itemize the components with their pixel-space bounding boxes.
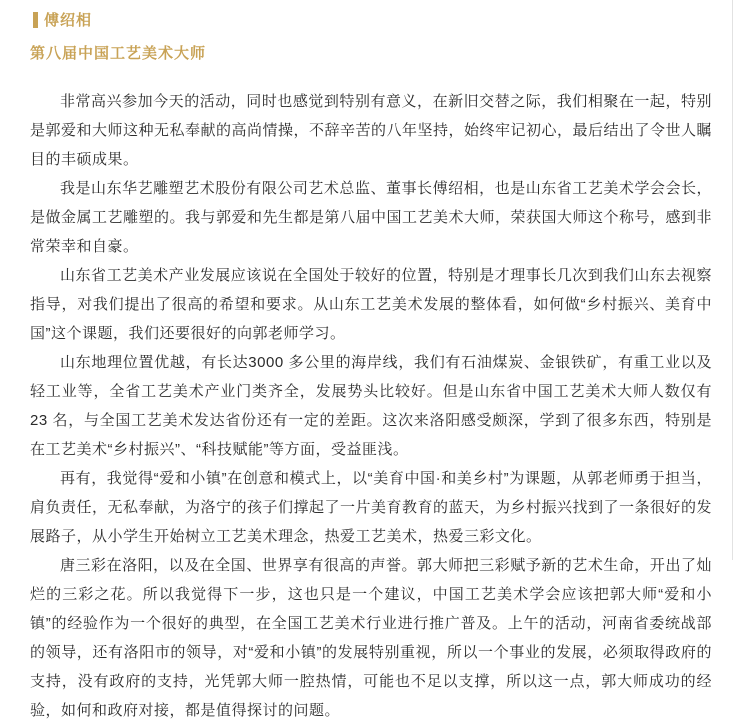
article-header bbox=[33, 9, 712, 30]
title-accent-bar-icon bbox=[33, 12, 38, 28]
page-title: 傅绍相 bbox=[44, 12, 93, 29]
paragraph: 唐三彩在洛阳，以及在全国、世界享有很高的声誉。郭大师把三彩赋予新的艺术生命，开出了灿烂的三彩之花。所以我觉得下一步，这也只是一个建议，中国工艺美术学会应该把郭大师“爱和小镇”的经验作为一个很好的典型，在全国工艺美术行业进行推广普及。上午的活动，河南省委统战部的领导，还有洛阳市的领导，对“爱和小镇”的发展特别重视，所以一个事业的发展，必须取得政府的支持，没有政府的支持，光凭郭大师一腔热情，可能也不足以支撑，所以这一点，郭大师成功的经验，如何和政府对接，都是值得探讨的问题。 bbox=[30, 557, 712, 719]
page-subtitle: 第八届中国工艺美术大师 bbox=[30, 45, 207, 62]
paragraph: 我是山东华艺雕塑艺术股份有限公司艺术总监、董事长傅绍相，也是山东省工艺美术学会会长，是做金属工艺雕塑的。我与郭爱和先生都是第八届中国工艺美术大师，荣获国大师这个称号，感到非常荣幸和自豪。 bbox=[30, 180, 713, 255]
paragraph: 再有，我觉得“爱和小镇”在创意和模式上，以“美育中国·和美乡村”为课题，从郭老师勇于担当，肩负责任，无私奉献，为洛宁的孩子们撑起了一片美育教育的蓝天，为乡村振兴找到了一条很好的发展路子，从小学生开始树立工艺美术理念，热爱工艺美术，热爱三彩文化。 bbox=[30, 470, 713, 545]
panel-edge-divider bbox=[732, 0, 733, 560]
paragraph: 山东地理位置优越，有长达3000 多公里的海岸线，我们有石油煤炭、金银铁矿，有重工业以及轻工业等，全省工艺美术产业门类齐全，发展势头比较好。但是山东省中国工艺美术大师人数仅有23 名，与全国工艺美术发达省份还有一定的差距。这次来洛阳感受颇深，学到了很多东西，特别是在工艺美术“乡村振兴”、“科技赋能”等方面，受益匪浅。 bbox=[30, 354, 712, 458]
paragraph: 非常高兴参加今天的活动，同时也感觉到特别有意义，在新旧交替之际，我们相聚在一起，特别是郭爱和大师这种无私奉献的高尚情操，不辞辛苦的八年坚持，始终牢记初心，最后结出了令世人瞩目的丰硕成果。 bbox=[30, 93, 713, 168]
paragraph: 山东省工艺美术产业发展应该说在全国处于较好的位置，特别是才理事长几次到我们山东去视察指导，对我们提出了很高的希望和要求。从山东工艺美术发展的整体看，如何做“乡村振兴、美育中国”这个课题，我们还要很好的向郭老师学习。 bbox=[30, 267, 712, 342]
article-body bbox=[30, 87, 712, 725]
